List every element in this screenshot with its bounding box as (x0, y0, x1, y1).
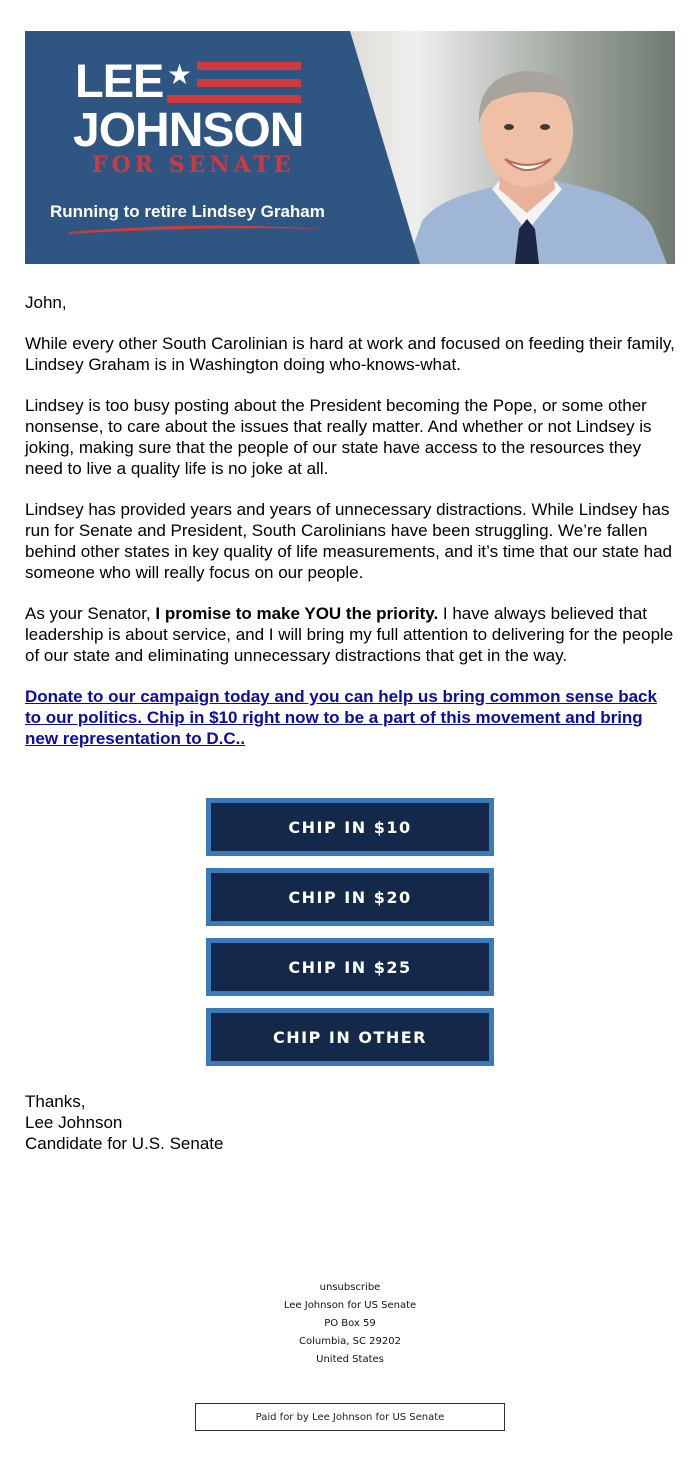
signoff-title: Candidate for U.S. Senate (25, 1134, 224, 1153)
banner-tagline: Running to retire Lindsey Graham (50, 202, 325, 221)
logo-star-icon: ★ (167, 59, 193, 90)
paragraph-4-end: I have always believed that leadership is about service, and I will bring my full attention to delivering for the people of our state and eliminating unnecessary distractions that get in the way. (25, 604, 674, 665)
paragraph-4-start: As your Senator, (25, 604, 156, 623)
header-banner (25, 31, 675, 264)
chip-in-10-button[interactable] (206, 798, 494, 856)
priority-promise: I promise to make YOU the priority. (155, 604, 439, 623)
tagline-underline-swoosh (67, 223, 329, 235)
footer-address-1: PO Box 59 (324, 1318, 376, 1329)
signoff (25, 1091, 223, 1154)
paragraph-3: Lindsey has provided years and years of unnecessary distractions. While Lindsey has run for Senate and President, South Carolinians have been struggling. We’re fallen behind other states in key quality of life measurements, and it’s time that our state had someone who will really focus on our people. (25, 500, 672, 582)
donate-paragraph (25, 686, 677, 749)
chip-in-other-label: CHIP IN OTHER (273, 1027, 427, 1047)
paragraph-1: While every other South Carolinian is hard at work and focused on feeding their family, Lindsey Graham is in Washington doing who-knows-what. (25, 334, 675, 374)
candidate-photo (367, 31, 675, 264)
chip-in-other-button[interactable] (206, 1008, 494, 1066)
unsubscribe-link[interactable]: unsubscribe (319, 1282, 381, 1293)
signoff-name: Lee Johnson (25, 1113, 123, 1132)
greeting: John, (25, 293, 67, 312)
footer-country: United States (316, 1354, 384, 1365)
donate-link[interactable]: Donate to our campaign today and you can help us bring common sense back to our politics. Chip in $10 right now to be a part of this movement and bring new representation to D.C.. (25, 687, 657, 748)
logo-stripe-2 (197, 79, 301, 87)
logo-stripe-3 (167, 95, 301, 103)
signoff-thanks: Thanks, (25, 1092, 86, 1111)
chip-in-10-label: CHIP IN $10 (288, 817, 412, 837)
paid-for-disclaimer: Paid for by Lee Johnson for US Senate (195, 1403, 505, 1431)
footer (0, 1279, 700, 1369)
footer-address-2: Columbia, SC 29202 (299, 1336, 401, 1347)
paragraph-4 (25, 603, 677, 666)
email-body (25, 292, 677, 769)
logo-johnson-text: JOHNSON (73, 104, 304, 157)
paragraph-2: Lindsey is too busy posting about the President becoming the Pope, or some other nonsense, to care about the issues that really matter. And whether or not Lindsey is joking, making sure that the people of our state have access to the resources they need to live a quality life is no joke at all. (25, 396, 652, 478)
logo-stripe-1 (197, 62, 301, 70)
logo-lee-text: LEE (75, 54, 164, 107)
footer-org: Lee Johnson for US Senate (283, 1300, 417, 1311)
chip-in-25-button[interactable] (206, 938, 494, 996)
logo-for-senate-text: FOR SENATE (92, 152, 295, 178)
chip-in-20-label: CHIP IN $20 (288, 887, 412, 907)
chip-in-20-button[interactable] (206, 868, 494, 926)
chip-in-25-label: CHIP IN $25 (288, 957, 412, 977)
